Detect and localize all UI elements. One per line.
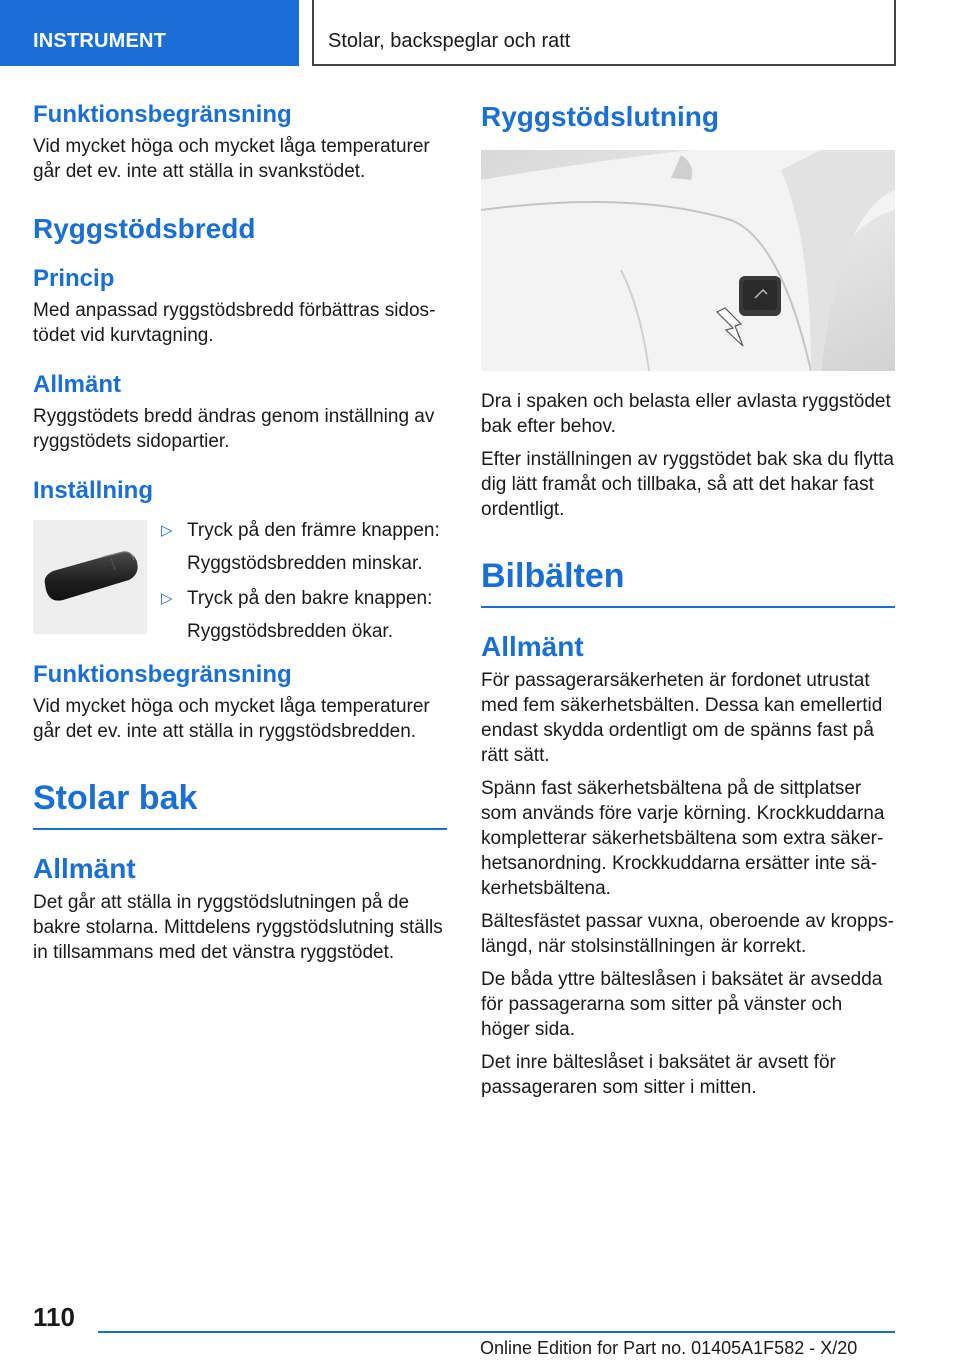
general-heading: Allmänt [33,371,122,398]
bullet-action: Tryck på den bakre knappen: [187,588,433,609]
tilt-text-1: Dra i spaken och belasta eller avlasta ryggstödet bak efter behov. [481,391,891,437]
setting-section [33,518,447,642]
width-button-icon [33,520,147,634]
backrest-lever-illustration [481,150,895,371]
left-column [33,100,447,965]
rear-general-heading: Allmänt [33,853,136,884]
chapter-label: Stolar, backspeglar och ratt [328,30,571,52]
triangle-bullet-icon: ▷ [161,522,173,539]
bullet-result: Ryggstödsbredden minskar. [187,553,423,574]
width-button-illustration [33,520,147,634]
func-limit-heading-2: Funktionsbegränsning [33,661,292,688]
tilt-text-2: Efter inställningen av ryggstödet bak ska du flytta dig lätt framåt och tillbaka, så att det hakar fast ordentligt. [481,449,894,520]
func-limit-heading: Funktionsbegränsning [33,101,292,128]
heading-rule [33,828,447,830]
heading-rule [481,606,895,608]
page-number: 110 [33,1302,75,1332]
func-limit-text: Vid mycket höga och mycket låga temperaturer går det ev. inte att ställa in svankstödet. [33,136,430,182]
backrest-width-heading: Ryggstödsbredd [33,213,256,244]
page-header [0,0,960,66]
principle-text: Med anpassad ryggstödsbredd förbättras sidostödet vid kurvtagning. [33,300,436,346]
footer-rule [98,1331,895,1333]
principle-heading: Princip [33,265,115,292]
bullet-action: Tryck på den främre knappen: [187,520,440,541]
seatbelts-paragraph: För passagerarsäkerheten är fordonet utrustat med fem säkerhetsbälten. Dessa kan emellertid endast skydda ordentligt om de spänns fast på rätt sätt. [481,670,883,766]
seatbelts-paragraph: Det inre bälteslåset i baksätet är avsett för passageraren som sitter i mitten. [481,1052,836,1098]
setting-heading: Inställning [33,477,153,504]
seatbelts-paragraph: Spänn fast säkerhetsbältena på de sittplatser som används före varje körning. Krockkuddarna kompletterar säkerhetsbältena som extra säkerhetsanordning. Krockkuddarna ersätter inte säkerhetsbältena. [481,778,885,899]
func-limit-text-2: Vid mycket höga och mycket låga temperaturer går det ev. inte att ställa in ryggstödsbredden. [33,696,430,742]
bullet-item [161,518,451,543]
general-text: Ryggstödets bredd ändras genom inställning av ryggstödets sidopartier. [33,406,435,452]
seatbelts-general-heading: Allmänt [481,631,584,662]
section-label: INSTRUMENT [33,30,167,52]
seatbelts-paragraph: De båda yttre bälteslåsen i baksätet är avsedda för passagerarna som sitter på vänster och höger sida. [481,969,883,1040]
bullet-item [161,586,451,611]
rear-general-text: Det går att ställa in ryggstödslutningen på de bakre stolarna. Mittdelens ryggstödslutning ställs in tillsammans med det vänstra ryggstödet. [33,892,443,963]
rear-seats-heading: Stolar bak [33,779,198,817]
setting-bullet-list [161,518,451,644]
chapter-box [312,0,896,66]
section-tab [0,0,299,66]
right-column [481,100,895,1100]
seatbelts-heading: Bilbälten [481,557,625,595]
edition-label: Online Edition for Part no. 01405A1F582 - X/20 [480,1338,858,1358]
backrest-tilt-heading: Ryggstödslutning [481,101,719,132]
seatbelts-paragraph: Bältesfästet passar vuxna, oberoende av kroppslängd, när stolsinställningen är korrekt. [481,911,894,957]
triangle-bullet-icon: ▷ [161,590,173,607]
bullet-result: Ryggstödsbredden ökar. [187,621,393,642]
